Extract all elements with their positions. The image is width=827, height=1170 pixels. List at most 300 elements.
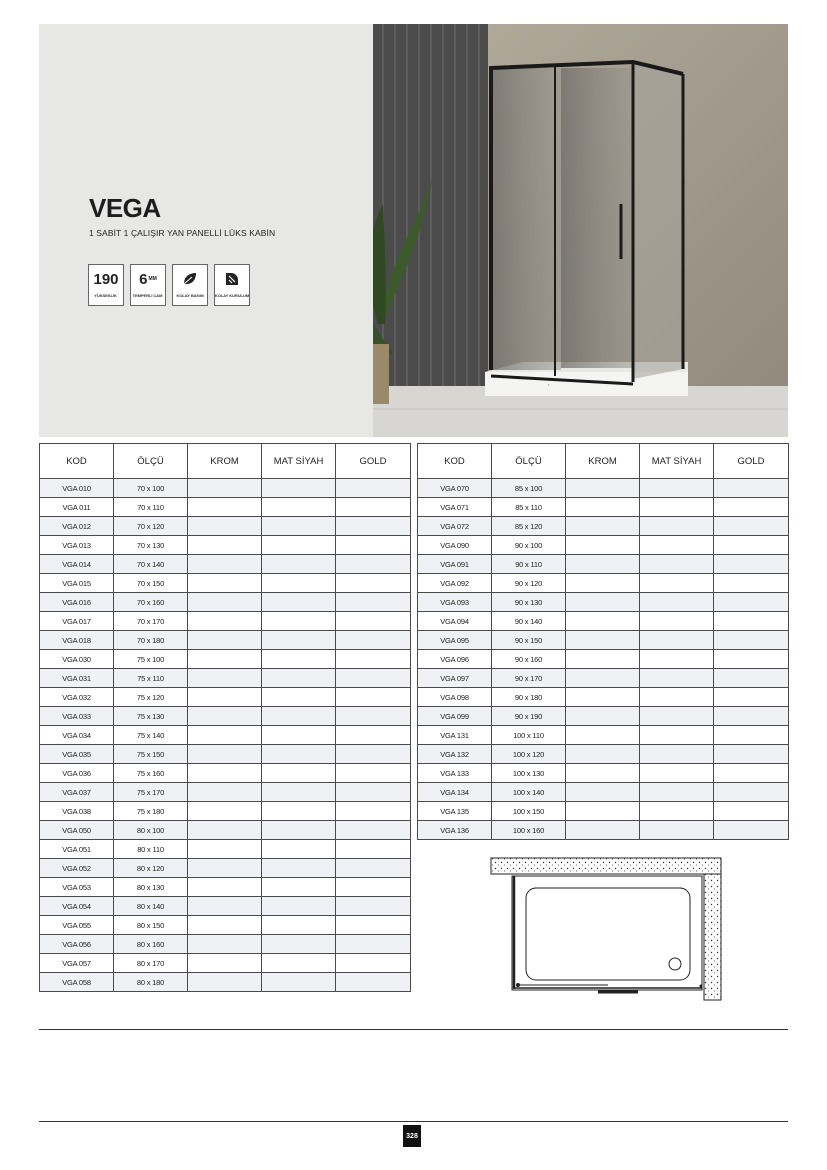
cell-kod: VGA 090 xyxy=(418,536,492,555)
table-row xyxy=(40,802,411,821)
table-row xyxy=(40,517,411,536)
cell-mat-siyah xyxy=(262,859,336,878)
cell-kod: VGA 096 xyxy=(418,650,492,669)
cell-krom xyxy=(566,669,640,688)
badge-height-label: YÜKSEKLİK xyxy=(94,293,118,298)
cabin-floor-plan xyxy=(488,855,724,1003)
cell-mat-siyah xyxy=(262,726,336,745)
table-row xyxy=(418,745,789,764)
cell-olcu: 100 x 160 xyxy=(492,821,566,840)
table-row xyxy=(40,498,411,517)
cell-mat-siyah xyxy=(640,669,714,688)
cell-kod: VGA 011 xyxy=(40,498,114,517)
cell-krom xyxy=(188,688,262,707)
table-row xyxy=(40,574,411,593)
table-row xyxy=(418,764,789,783)
cell-mat-siyah xyxy=(640,783,714,802)
cell-gold xyxy=(714,821,789,840)
cell-mat-siyah xyxy=(262,745,336,764)
cell-mat-siyah xyxy=(640,650,714,669)
cell-olcu: 80 x 160 xyxy=(114,935,188,954)
cell-kod: VGA 057 xyxy=(40,954,114,973)
table-row xyxy=(40,878,411,897)
cell-mat-siyah xyxy=(640,536,714,555)
cell-olcu: 85 x 110 xyxy=(492,498,566,517)
cell-olcu: 75 x 150 xyxy=(114,745,188,764)
table-row xyxy=(418,688,789,707)
cell-kod: VGA 032 xyxy=(40,688,114,707)
cell-kod: VGA 034 xyxy=(40,726,114,745)
cell-kod: VGA 134 xyxy=(418,783,492,802)
cell-gold xyxy=(336,973,411,992)
cell-kod: VGA 014 xyxy=(40,555,114,574)
cell-gold xyxy=(336,916,411,935)
cell-gold xyxy=(336,935,411,954)
easy-install-icon xyxy=(223,270,241,288)
cell-gold xyxy=(336,669,411,688)
cell-olcu: 90 x 150 xyxy=(492,631,566,650)
header-mat-siyah: MAT SİYAH xyxy=(640,444,714,479)
cell-mat-siyah xyxy=(262,802,336,821)
cell-gold xyxy=(714,764,789,783)
badge-glass-value: 6 xyxy=(139,270,148,288)
cell-kod: VGA 038 xyxy=(40,802,114,821)
cell-gold xyxy=(336,954,411,973)
cell-krom xyxy=(188,669,262,688)
header-olcu: ÖLÇÜ xyxy=(114,444,188,479)
cell-gold xyxy=(714,574,789,593)
cell-gold xyxy=(336,479,411,498)
cell-olcu: 90 x 170 xyxy=(492,669,566,688)
badge-glass-unit: MM xyxy=(148,276,157,282)
cell-kod: VGA 099 xyxy=(418,707,492,726)
cell-olcu: 90 x 180 xyxy=(492,688,566,707)
cell-gold xyxy=(336,650,411,669)
cell-olcu: 75 x 130 xyxy=(114,707,188,726)
cell-kod: VGA 054 xyxy=(40,897,114,916)
cell-mat-siyah xyxy=(640,688,714,707)
cell-gold xyxy=(336,821,411,840)
cell-gold xyxy=(336,631,411,650)
table-row xyxy=(40,555,411,574)
cell-mat-siyah xyxy=(640,707,714,726)
cell-gold xyxy=(336,726,411,745)
cell-krom xyxy=(188,783,262,802)
cell-olcu: 80 x 100 xyxy=(114,821,188,840)
table-header-row xyxy=(40,444,411,479)
cell-olcu: 70 x 180 xyxy=(114,631,188,650)
cell-kod: VGA 031 xyxy=(40,669,114,688)
cell-kod: VGA 135 xyxy=(418,802,492,821)
cell-kod: VGA 092 xyxy=(418,574,492,593)
cell-gold xyxy=(336,897,411,916)
cell-mat-siyah xyxy=(640,726,714,745)
cell-krom xyxy=(188,479,262,498)
cell-mat-siyah xyxy=(262,498,336,517)
cell-olcu: 75 x 110 xyxy=(114,669,188,688)
cell-krom xyxy=(188,821,262,840)
cell-gold xyxy=(714,707,789,726)
product-subtitle: 1 SABİT 1 ÇALIŞIR YAN PANELLİ LÜKS KABİN xyxy=(89,228,276,238)
table-row xyxy=(40,631,411,650)
cell-olcu: 90 x 100 xyxy=(492,536,566,555)
cell-gold xyxy=(336,764,411,783)
cell-gold xyxy=(336,840,411,859)
cell-olcu: 75 x 180 xyxy=(114,802,188,821)
cell-kod: VGA 091 xyxy=(418,555,492,574)
product-table-right xyxy=(417,443,789,840)
cell-kod: VGA 072 xyxy=(418,517,492,536)
cell-gold xyxy=(714,669,789,688)
table-row xyxy=(40,745,411,764)
floor-plan-diagram xyxy=(488,855,724,1003)
cell-mat-siyah xyxy=(262,688,336,707)
cell-krom xyxy=(188,973,262,992)
table-row xyxy=(40,650,411,669)
cell-gold xyxy=(714,536,789,555)
cell-mat-siyah xyxy=(262,916,336,935)
table-row xyxy=(40,688,411,707)
table-row xyxy=(418,650,789,669)
cell-olcu: 70 x 160 xyxy=(114,593,188,612)
cell-olcu: 70 x 120 xyxy=(114,517,188,536)
cell-kod: VGA 053 xyxy=(40,878,114,897)
product-title: VEGA xyxy=(89,193,161,223)
table-row xyxy=(418,593,789,612)
cell-gold xyxy=(714,650,789,669)
table-row xyxy=(40,707,411,726)
cell-mat-siyah xyxy=(640,517,714,536)
cell-kod: VGA 012 xyxy=(40,517,114,536)
cell-olcu: 80 x 120 xyxy=(114,859,188,878)
cell-krom xyxy=(188,878,262,897)
cell-olcu: 70 x 170 xyxy=(114,612,188,631)
cell-mat-siyah xyxy=(262,593,336,612)
cell-olcu: 80 x 140 xyxy=(114,897,188,916)
cell-kod: VGA 036 xyxy=(40,764,114,783)
cell-mat-siyah xyxy=(262,954,336,973)
cell-krom xyxy=(566,745,640,764)
cell-kod: VGA 095 xyxy=(418,631,492,650)
cell-kod: VGA 010 xyxy=(40,479,114,498)
cell-mat-siyah xyxy=(262,821,336,840)
cell-olcu: 90 x 120 xyxy=(492,574,566,593)
cell-gold xyxy=(336,574,411,593)
cell-olcu: 75 x 170 xyxy=(114,783,188,802)
header-kod: KOD xyxy=(418,444,492,479)
cell-kod: VGA 070 xyxy=(418,479,492,498)
cell-mat-siyah xyxy=(640,479,714,498)
table-row xyxy=(40,536,411,555)
cell-gold xyxy=(336,878,411,897)
cell-mat-siyah xyxy=(640,821,714,840)
cell-krom xyxy=(566,802,640,821)
cell-krom xyxy=(188,859,262,878)
cell-krom xyxy=(188,764,262,783)
cell-mat-siyah xyxy=(640,555,714,574)
cell-olcu: 90 x 110 xyxy=(492,555,566,574)
cell-olcu: 70 x 150 xyxy=(114,574,188,593)
product-photo xyxy=(373,24,788,437)
cell-krom xyxy=(188,631,262,650)
cell-gold xyxy=(714,802,789,821)
cell-kod: VGA 056 xyxy=(40,935,114,954)
table-row xyxy=(418,631,789,650)
cell-gold xyxy=(336,536,411,555)
cell-kod: VGA 055 xyxy=(40,916,114,935)
table-row xyxy=(418,802,789,821)
header-gold: GOLD xyxy=(336,444,411,479)
cell-olcu: 75 x 140 xyxy=(114,726,188,745)
cell-olcu: 100 x 140 xyxy=(492,783,566,802)
cell-kod: VGA 017 xyxy=(40,612,114,631)
cell-kod: VGA 050 xyxy=(40,821,114,840)
cell-krom xyxy=(188,840,262,859)
table-row xyxy=(40,973,411,992)
cell-gold xyxy=(714,593,789,612)
cell-olcu: 85 x 100 xyxy=(492,479,566,498)
cell-mat-siyah xyxy=(640,498,714,517)
cell-gold xyxy=(336,517,411,536)
cell-mat-siyah xyxy=(262,878,336,897)
cell-gold xyxy=(714,517,789,536)
badge-easy-install xyxy=(214,264,250,306)
cell-mat-siyah xyxy=(262,650,336,669)
cell-mat-siyah xyxy=(262,479,336,498)
table-row xyxy=(40,593,411,612)
cell-krom xyxy=(566,726,640,745)
cell-gold xyxy=(336,783,411,802)
cell-mat-siyah xyxy=(640,612,714,631)
cell-krom xyxy=(188,536,262,555)
cell-krom xyxy=(566,688,640,707)
cell-mat-siyah xyxy=(262,574,336,593)
cell-krom xyxy=(188,517,262,536)
header-gold: GOLD xyxy=(714,444,789,479)
easy-care-leaf-icon xyxy=(181,270,199,288)
cell-krom xyxy=(566,555,640,574)
cell-mat-siyah xyxy=(262,707,336,726)
cell-kod: VGA 136 xyxy=(418,821,492,840)
table-row xyxy=(418,536,789,555)
cell-olcu: 80 x 170 xyxy=(114,954,188,973)
cell-mat-siyah xyxy=(640,745,714,764)
cell-gold xyxy=(714,783,789,802)
cell-gold xyxy=(714,631,789,650)
cell-olcu: 90 x 190 xyxy=(492,707,566,726)
badge-height xyxy=(88,264,124,306)
cell-krom xyxy=(566,650,640,669)
cell-kod: VGA 035 xyxy=(40,745,114,764)
cell-krom xyxy=(188,612,262,631)
table-row xyxy=(40,612,411,631)
cell-gold xyxy=(714,688,789,707)
cell-krom xyxy=(566,612,640,631)
table-row xyxy=(40,764,411,783)
cell-mat-siyah xyxy=(640,574,714,593)
header-olcu: ÖLÇÜ xyxy=(492,444,566,479)
page-number: 328 xyxy=(403,1125,421,1147)
cell-kod: VGA 098 xyxy=(418,688,492,707)
cell-kod: VGA 093 xyxy=(418,593,492,612)
cell-krom xyxy=(188,555,262,574)
cell-krom xyxy=(566,498,640,517)
cell-krom xyxy=(188,745,262,764)
product-table-left xyxy=(39,443,411,992)
table-row xyxy=(418,555,789,574)
cell-kod: VGA 018 xyxy=(40,631,114,650)
cell-kod: VGA 097 xyxy=(418,669,492,688)
cell-krom xyxy=(566,821,640,840)
cell-krom xyxy=(566,764,640,783)
cell-krom xyxy=(566,707,640,726)
table-row xyxy=(40,840,411,859)
cell-olcu: 100 x 130 xyxy=(492,764,566,783)
cell-olcu: 80 x 110 xyxy=(114,840,188,859)
cell-olcu: 100 x 110 xyxy=(492,726,566,745)
cell-mat-siyah xyxy=(262,764,336,783)
cell-krom xyxy=(188,897,262,916)
cell-kod: VGA 016 xyxy=(40,593,114,612)
cell-gold xyxy=(714,498,789,517)
cell-krom xyxy=(188,726,262,745)
cell-gold xyxy=(336,612,411,631)
cell-krom xyxy=(188,593,262,612)
header-mat-siyah: MAT SİYAH xyxy=(262,444,336,479)
table-row xyxy=(40,479,411,498)
cell-gold xyxy=(714,745,789,764)
table-row xyxy=(418,669,789,688)
cell-olcu: 90 x 140 xyxy=(492,612,566,631)
cell-olcu: 90 x 160 xyxy=(492,650,566,669)
cell-mat-siyah xyxy=(262,536,336,555)
cell-kod: VGA 133 xyxy=(418,764,492,783)
badge-easy-install-label: KOLAY KURULUM xyxy=(214,293,250,298)
cell-krom xyxy=(566,574,640,593)
cell-krom xyxy=(188,935,262,954)
cell-mat-siyah xyxy=(640,631,714,650)
table-row xyxy=(418,574,789,593)
cell-olcu: 75 x 160 xyxy=(114,764,188,783)
cell-gold xyxy=(336,859,411,878)
cell-kod: VGA 058 xyxy=(40,973,114,992)
table-row xyxy=(40,726,411,745)
cell-krom xyxy=(566,783,640,802)
cell-mat-siyah xyxy=(262,935,336,954)
cell-mat-siyah xyxy=(262,631,336,650)
cell-mat-siyah xyxy=(262,783,336,802)
cell-krom xyxy=(566,536,640,555)
table-row xyxy=(40,669,411,688)
cell-olcu: 75 x 100 xyxy=(114,650,188,669)
badge-easy-care xyxy=(172,264,208,306)
cell-gold xyxy=(714,726,789,745)
divider-top xyxy=(39,1029,788,1030)
cell-mat-siyah xyxy=(262,897,336,916)
cell-mat-siyah xyxy=(262,840,336,859)
badge-glass-label: TEMPERLİ CAM xyxy=(133,293,163,298)
cell-gold xyxy=(336,707,411,726)
cell-krom xyxy=(566,479,640,498)
cell-mat-siyah xyxy=(262,517,336,536)
cell-kod: VGA 033 xyxy=(40,707,114,726)
cell-krom xyxy=(188,707,262,726)
cell-mat-siyah xyxy=(262,555,336,574)
cell-kod: VGA 132 xyxy=(418,745,492,764)
table-row xyxy=(418,726,789,745)
cell-olcu: 100 x 120 xyxy=(492,745,566,764)
table-row xyxy=(418,498,789,517)
svg-text:•: • xyxy=(548,382,550,387)
cell-mat-siyah xyxy=(640,802,714,821)
cell-kod: VGA 030 xyxy=(40,650,114,669)
table-row xyxy=(418,517,789,536)
table-row xyxy=(40,821,411,840)
cell-gold xyxy=(336,745,411,764)
cell-kod: VGA 094 xyxy=(418,612,492,631)
table-row xyxy=(418,612,789,631)
cell-olcu: 80 x 150 xyxy=(114,916,188,935)
table-row xyxy=(40,954,411,973)
cell-olcu: 85 x 120 xyxy=(492,517,566,536)
cell-krom xyxy=(566,593,640,612)
badge-glass xyxy=(130,264,166,306)
cell-mat-siyah xyxy=(262,669,336,688)
badge-height-value: 190 xyxy=(93,270,119,288)
table-row xyxy=(418,479,789,498)
cell-olcu: 70 x 110 xyxy=(114,498,188,517)
cell-olcu: 70 x 140 xyxy=(114,555,188,574)
cell-olcu: 100 x 150 xyxy=(492,802,566,821)
cell-kod: VGA 015 xyxy=(40,574,114,593)
cell-olcu: 70 x 130 xyxy=(114,536,188,555)
cell-gold xyxy=(714,479,789,498)
table-row xyxy=(418,783,789,802)
cell-olcu: 80 x 130 xyxy=(114,878,188,897)
table-row xyxy=(40,859,411,878)
cell-krom xyxy=(188,498,262,517)
shower-cabin-photo xyxy=(373,24,788,437)
cell-krom xyxy=(566,631,640,650)
cell-olcu: 80 x 180 xyxy=(114,973,188,992)
cell-kod: VGA 052 xyxy=(40,859,114,878)
cell-mat-siyah xyxy=(640,593,714,612)
table-row xyxy=(418,707,789,726)
cell-krom xyxy=(188,574,262,593)
cell-krom xyxy=(566,517,640,536)
cell-gold xyxy=(336,555,411,574)
cell-kod: VGA 013 xyxy=(40,536,114,555)
header-krom: KROM xyxy=(566,444,640,479)
cell-gold xyxy=(336,498,411,517)
cell-kod: VGA 071 xyxy=(418,498,492,517)
cell-olcu: 90 x 130 xyxy=(492,593,566,612)
cell-kod: VGA 051 xyxy=(40,840,114,859)
cell-olcu: 70 x 100 xyxy=(114,479,188,498)
cell-krom xyxy=(188,916,262,935)
cell-gold xyxy=(714,612,789,631)
cell-mat-siyah xyxy=(262,973,336,992)
cell-krom xyxy=(188,954,262,973)
badge-easy-care-label: KOLAY BAKIM xyxy=(176,293,204,298)
cell-gold xyxy=(714,555,789,574)
cell-mat-siyah xyxy=(640,764,714,783)
table-row xyxy=(40,897,411,916)
table-row xyxy=(40,916,411,935)
feature-badges xyxy=(88,264,250,306)
divider-bottom xyxy=(39,1121,788,1122)
cell-mat-siyah xyxy=(262,612,336,631)
